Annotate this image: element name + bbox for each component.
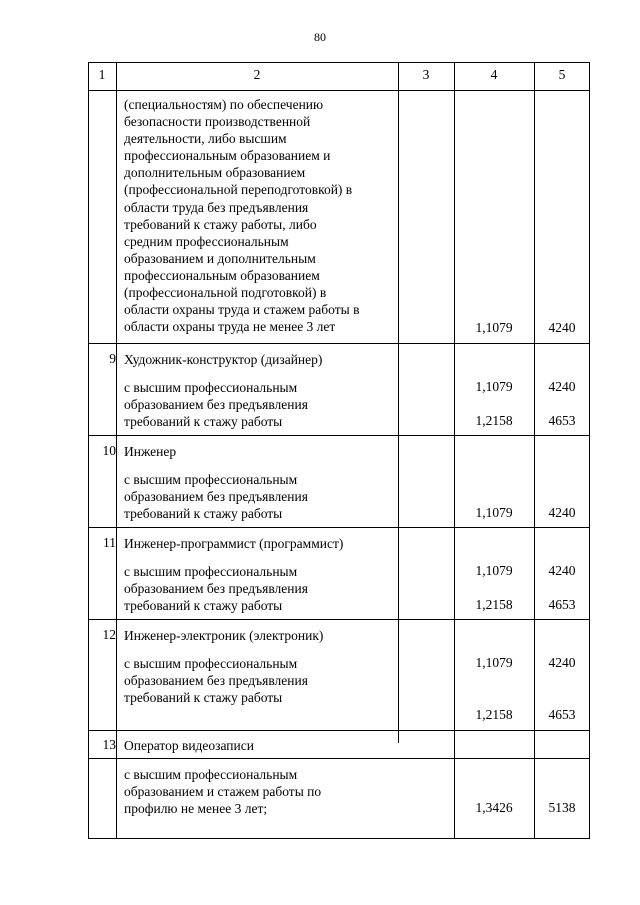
text-line: (профессиональной переподготовкой) в <box>124 182 353 198</box>
requirement-text <box>124 655 394 706</box>
text-line: с высшим профессиональным <box>124 767 298 782</box>
col-header-1: 1 <box>98 67 106 82</box>
text-line: требований к стажу работы, либо <box>124 216 317 232</box>
salary-value: 4653 <box>548 413 576 428</box>
text-line: образованием без предъявления <box>124 397 308 413</box>
salary-value: 4240 <box>548 379 576 394</box>
text-line: с высшим профессиональным <box>124 564 298 579</box>
position-title: Инженер-программист (программист) <box>124 536 344 551</box>
text-line: с высшим профессиональным <box>124 380 298 395</box>
col-header-2: 2 <box>253 67 261 82</box>
text-line: области охраны труда и стажем работы в <box>124 302 360 318</box>
position-title: Художник-конструктор (дизайнер) <box>124 352 323 367</box>
coef-value: 1,1079 <box>475 563 513 578</box>
row-number: 13 <box>102 737 116 752</box>
col-header-3: 3 <box>422 67 430 82</box>
text-line: образованием и стажем работы по <box>124 784 322 800</box>
row-number: 11 <box>103 535 116 550</box>
text-line: профилю не менее 3 лет; <box>124 801 268 817</box>
salary-table <box>88 62 590 838</box>
text-line: деятельности, либо высшим <box>124 131 287 147</box>
requirement-text <box>124 563 394 614</box>
text-line: безопасности производственной <box>124 114 311 130</box>
text-line: образованием без предъявления <box>124 489 308 505</box>
row-number: 12 <box>102 627 116 642</box>
position-title: Инженер <box>124 444 177 459</box>
salary-value: 4240 <box>548 655 576 670</box>
salary-value: 4240 <box>548 320 576 335</box>
col-header-4: 4 <box>490 67 498 82</box>
col-header-5: 5 <box>558 67 566 82</box>
text-line: с высшим профессиональным <box>124 472 298 487</box>
row-number: 10 <box>102 443 116 458</box>
salary-value: 4240 <box>548 505 576 520</box>
text-line: образованием без предъявления <box>124 581 308 597</box>
text-line: требований к стажу работы <box>124 598 283 614</box>
text-line: (профессиональной подготовкой) в <box>124 285 327 301</box>
text-line: (специальностям) по обеспечению <box>124 97 324 112</box>
text-line: дополнительным образованием <box>124 165 306 181</box>
coef-value: 1,1079 <box>475 505 513 520</box>
page-number: 80 <box>314 30 326 44</box>
salary-value: 5138 <box>548 800 576 815</box>
text-line: требований к стажу работы <box>124 690 283 706</box>
text-line: требований к стажу работы <box>124 506 283 522</box>
coef-value: 1,2158 <box>475 707 513 722</box>
continuation-text <box>124 96 394 335</box>
salary-value: 4653 <box>548 597 576 612</box>
coef-value: 1,2158 <box>475 597 513 612</box>
requirement-text <box>124 766 394 817</box>
coef-value: 1,1079 <box>475 320 513 335</box>
text-line: средним профессиональным <box>124 233 289 249</box>
coef-value: 1,1079 <box>475 379 513 394</box>
text-line: области труда без предъявления <box>124 199 309 215</box>
coef-value: 1,3426 <box>475 800 513 815</box>
row-number: 9 <box>109 351 116 366</box>
text-line: области охраны труда не менее 3 лет <box>124 319 336 335</box>
text-line: образованием без предъявления <box>124 673 308 689</box>
text-line: профессиональным образованием <box>124 267 320 283</box>
salary-value: 4240 <box>548 563 576 578</box>
text-line: требований к стажу работы <box>124 414 283 430</box>
coef-value: 1,1079 <box>475 655 513 670</box>
requirement-text <box>124 471 394 522</box>
position-title: Инженер-электроник (электроник) <box>124 628 324 643</box>
salary-value: 4653 <box>548 707 576 722</box>
text-line: с высшим профессиональным <box>124 656 298 671</box>
coef-value: 1,2158 <box>475 413 513 428</box>
text-line: образованием и дополнительным <box>124 250 316 266</box>
position-title: Оператор видеозаписи <box>124 738 254 753</box>
requirement-text <box>124 379 394 430</box>
text-line: профессиональным образованием и <box>124 148 331 164</box>
